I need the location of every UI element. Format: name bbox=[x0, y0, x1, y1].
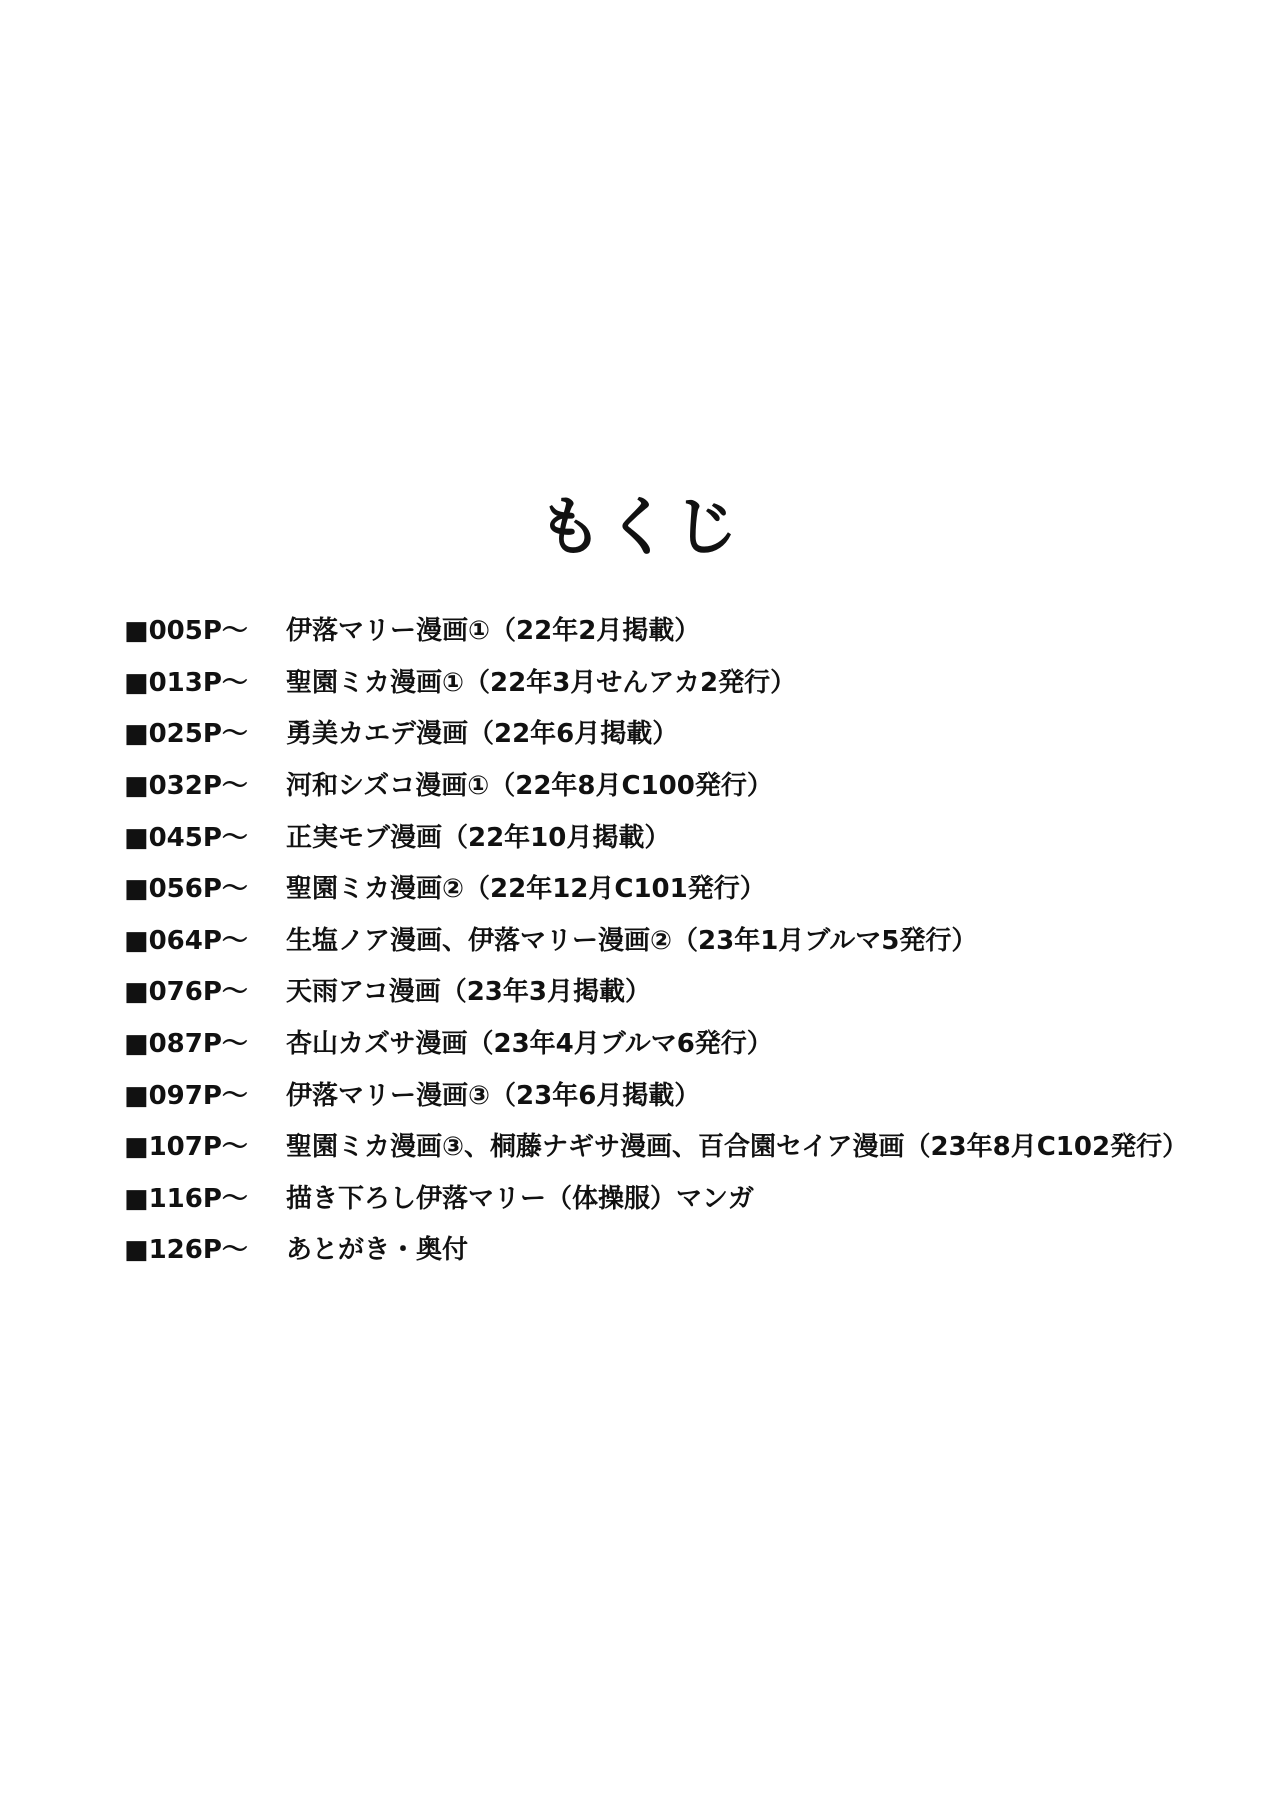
toc-page-number: ■045P～ bbox=[124, 822, 248, 853]
toc-page-number: ■097P～ bbox=[124, 1080, 248, 1111]
toc-entry bbox=[124, 1171, 1244, 1223]
toc-entry bbox=[124, 655, 1244, 707]
toc-entry-title: 聖園ミカ漫画②（22年12月C101発行） bbox=[286, 874, 766, 905]
toc-entry-title: 勇美カエデ漫画（22年6月掲載） bbox=[286, 719, 679, 750]
toc-page-number: ■005P～ bbox=[124, 616, 248, 647]
toc-entry-title: 聖園ミカ漫画①（22年3月せんアカ2発行） bbox=[286, 667, 797, 698]
toc-entry bbox=[124, 913, 1244, 965]
toc-entry-title: 天雨アコ漫画（23年3月掲載） bbox=[286, 977, 651, 1008]
toc-entry bbox=[124, 809, 1244, 861]
toc-page-number: ■076P～ bbox=[124, 977, 248, 1008]
page-title: もくじ bbox=[538, 491, 742, 565]
toc-entry bbox=[124, 1067, 1244, 1119]
toc-page-number: ■032P～ bbox=[124, 771, 248, 802]
toc-entry-title: 生塩ノア漫画、伊落マリー漫画②（23年1月ブルマ5発行） bbox=[286, 925, 978, 956]
toc-page-number: ■126P～ bbox=[124, 1235, 248, 1266]
toc-entry-title: 伊落マリー漫画①（22年2月掲載） bbox=[286, 616, 701, 647]
toc-entry bbox=[124, 1119, 1244, 1171]
table-of-contents bbox=[124, 603, 1244, 1274]
toc-entry bbox=[124, 706, 1244, 758]
toc-entry-title: 描き下ろし伊落マリー（体操服）マンガ bbox=[286, 1183, 755, 1214]
toc-entry bbox=[124, 861, 1244, 913]
toc-page-number: ■116P～ bbox=[124, 1183, 248, 1214]
toc-entry bbox=[124, 1016, 1244, 1068]
toc-entry bbox=[124, 1222, 1244, 1274]
toc-page-number: ■064P～ bbox=[124, 925, 248, 956]
toc-entry bbox=[124, 758, 1244, 810]
toc-page-number: ■107P～ bbox=[124, 1132, 248, 1163]
toc-entry-title: 正実モブ漫画（22年10月掲載） bbox=[286, 822, 671, 853]
toc-entry-title: 河和シズコ漫画①（22年8月C100発行） bbox=[286, 771, 773, 802]
toc-entry-title: あとがき・奥付 bbox=[286, 1235, 469, 1266]
toc-entry-title: 聖園ミカ漫画③、桐藤ナギサ漫画、百合園セイア漫画（23年8月C102発行） bbox=[286, 1132, 1189, 1163]
toc-page-number: ■087P～ bbox=[124, 1029, 248, 1060]
toc-entry bbox=[124, 964, 1244, 1016]
toc-entry-title: 伊落マリー漫画③（23年6月掲載） bbox=[286, 1080, 701, 1111]
toc-entry-title: 杏山カズサ漫画（23年4月ブルマ6発行） bbox=[286, 1029, 773, 1060]
toc-page-number: ■013P～ bbox=[124, 667, 248, 698]
toc-page-number: ■025P～ bbox=[124, 719, 248, 750]
toc-entry bbox=[124, 603, 1244, 655]
toc-page-number: ■056P～ bbox=[124, 874, 248, 905]
